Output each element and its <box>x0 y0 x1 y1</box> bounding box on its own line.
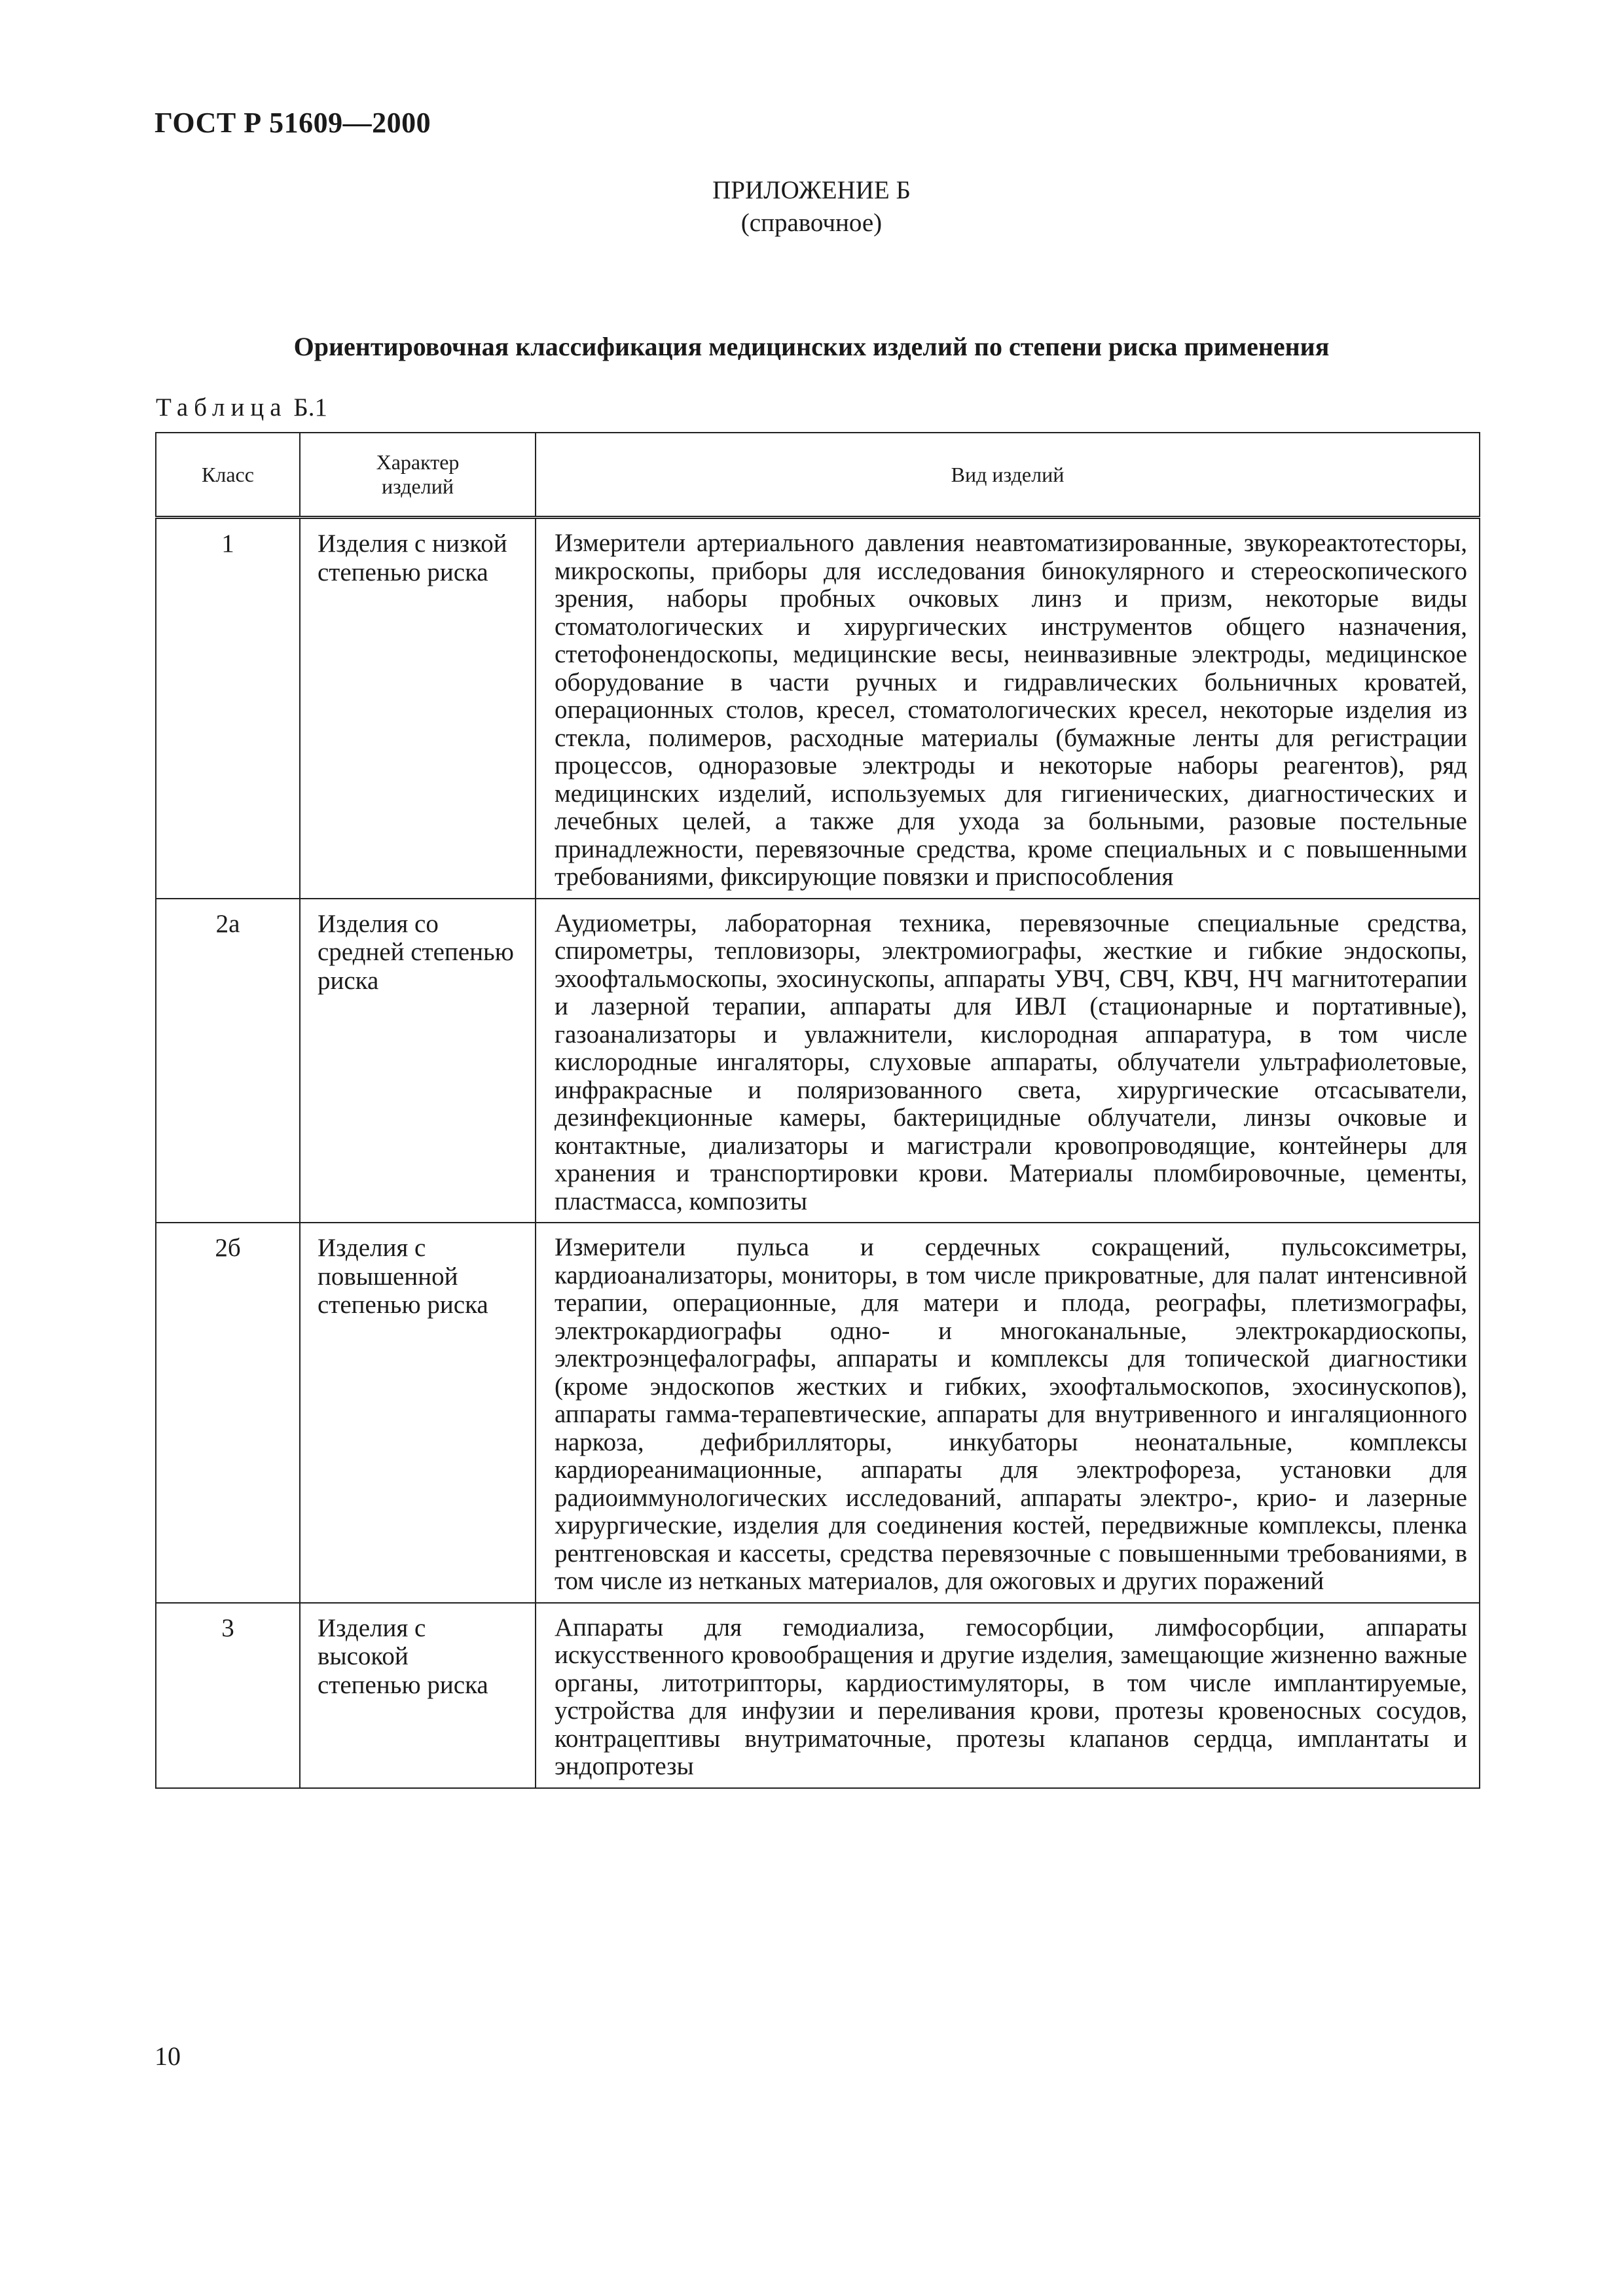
table-label <box>156 393 327 422</box>
main-title: Ориентировочная классификация медицинских изделий по степени риска применения <box>293 332 1330 361</box>
header-character-line2: изделий <box>382 475 454 498</box>
table-label-number: Б.1 <box>293 393 327 422</box>
page-number: 10 <box>155 2041 181 2071</box>
table-row <box>156 1223 1480 1603</box>
header-type: Вид изделий <box>536 433 1480 518</box>
table-row <box>156 518 1480 899</box>
appendix-title: ПРИЛОЖЕНИЕ Б <box>712 176 911 204</box>
cell-type: Измерители артериального давления неавтоматизированные, звукореактотесторы, микроскопы, приборы для исследования бинокулярного и стереоскопического зрения, наборы пробных очковых линз и призм, некоторые виды стоматологических и хирургических инструментов общего назначения, стетофонендоскопы, медицинские весы, неинвазивные электроды, медицинское оборудование в части ручных и гидравлических больничных кроватей, операционных столов, кресел, стоматологических кресел, некоторые изделия из стекла, полимеров, расходные материалы (бумажные ленты для регистрации процессов, одноразовые электроды и некоторые наборы реагентов), ряд медицинских изделий, используемых для гигиенических, диагностических и лечебных целей, а также для ухода за больными, разовые постельные принадлежности, перевязочные средства, кроме специальных и с повышенными требованиями, фиксирующие повязки и приспособления <box>536 518 1480 899</box>
cell-character: Изделия с низкой степенью риска <box>300 518 536 899</box>
table-row <box>156 1603 1480 1788</box>
cell-type: Аудиометры, лабораторная техника, перевязочные специальные средства, спирометры, тепловизоры, электромиографы, жесткие и гибкие эндоскопы, эхоофтальмоскопы, эхосинускопы, аппараты УВЧ, СВЧ, КВЧ, НЧ магнитотерапии и лазерной терапии, аппараты для ИВЛ (стационарные и портативные), газоанализаторы и увлажнители, кислородная аппаратура, в том числе кислородные ингаляторы, слуховые аппараты, облучатели ультрафиолетовые, инфракрасные и поляризованного света, хирургические отсасыватели, дезинфекционные камеры, бактерицидные облучатели, линзы очковые и контактные, диализаторы и магистрали кровопроводящие, контейнеры для хранения и транспортировки крови. Материалы пломбировочные, цементы, пластмасса, композиты <box>536 899 1480 1223</box>
table-label-prefix: Таблица <box>156 393 287 422</box>
cell-type: Аппараты для гемодиализа, гемосорбции, лимфосорбции, аппараты искусственного кровообращения и другие изделия, замещающие жизненно важные органы, литотрипторы, кардиостимуляторы, в том числе имплантируемые, устройства для инфузии и переливания крови, протезы кровеносных сосудов, контрацептивы внутриматочные, протезы клапанов сердца, имплантаты и эндопротезы <box>536 1603 1480 1788</box>
cell-character: Изделия с высокой степенью риска <box>300 1603 536 1788</box>
cell-class: 2а <box>156 899 300 1223</box>
appendix-subtitle: (справочное) <box>740 209 883 237</box>
cell-character: Изделия со средней степенью риска <box>300 899 536 1223</box>
classification-table <box>155 432 1480 1789</box>
header-character <box>300 433 536 518</box>
table-row <box>156 899 1480 1223</box>
cell-type: Измерители пульса и сердечных сокращений, пульсоксиметры, кардиоанализаторы, мониторы, в том числе прикроватные, для палат интенсивной терапии, операционные, для матери и плода, реографы, плетизмографы, электрокардиографы одно- и многоканальные, электрокардиоскопы, электроэнцефалографы, аппараты и комплексы для топической диагностики (кроме эндоскопов жестких и гибких, эхоофтальмоскопов, эхосинускопов), аппараты гамма-терапевтические, аппараты для внутривенного и ингаляционного наркоза, дефибрилляторы, инкубаторы неонатальные, комплексы кардиореанимационные, аппараты для электрофореза, установки для радиоиммунологических исследований, аппараты электро-, крио- и лазерные хирургические, изделия для соединения костей, передвижные комплексы, пленка рентгеновская и кассеты, средства перевязочные с повышенными требованиями, в том числе из нетканых материалов, для ожоговых и других поражений <box>536 1223 1480 1603</box>
cell-class: 2б <box>156 1223 300 1603</box>
header-class: Класс <box>156 433 300 518</box>
cell-class: 3 <box>156 1603 300 1788</box>
header-character-line1: Характер <box>376 450 460 475</box>
document-code: ГОСТ Р 51609—2000 <box>155 107 431 139</box>
cell-class: 1 <box>156 518 300 899</box>
cell-character: Изделия с повышенной степенью риска <box>300 1223 536 1603</box>
table-header-row <box>156 433 1480 518</box>
